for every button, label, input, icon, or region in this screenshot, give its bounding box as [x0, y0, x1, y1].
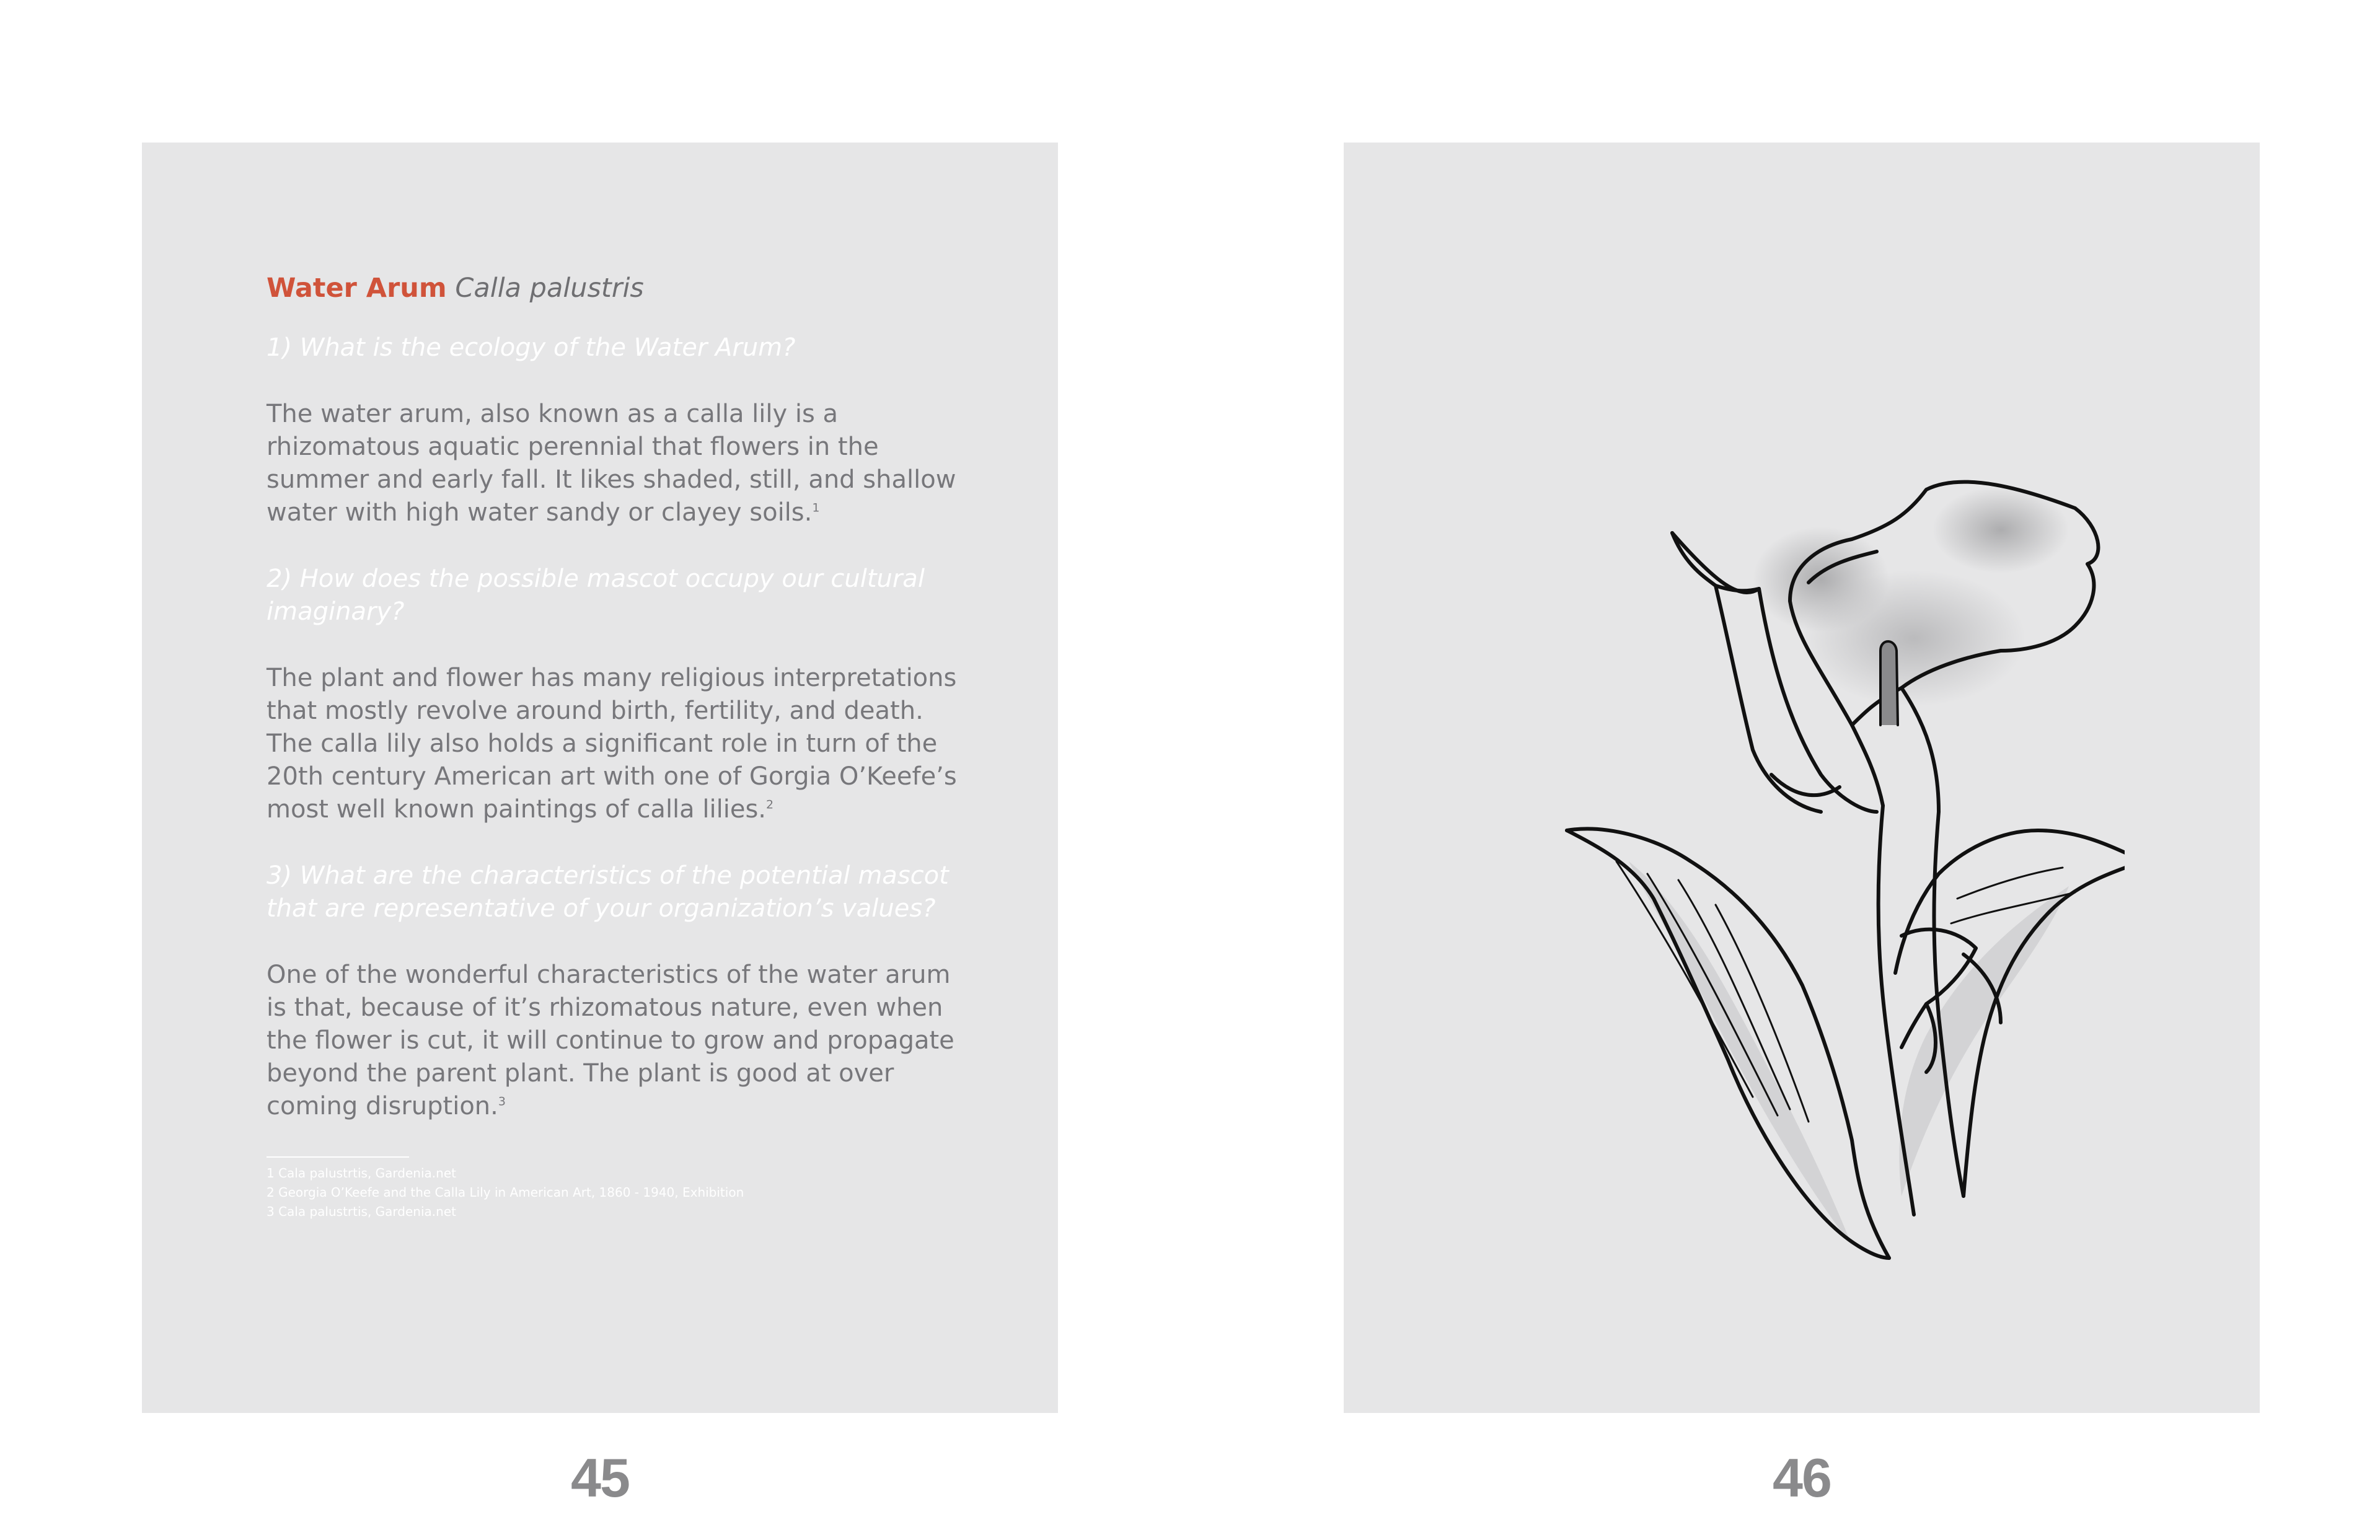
footnote-divider	[267, 1156, 409, 1158]
answer-1	[267, 398, 961, 529]
calla-lily-drawing-icon	[1530, 378, 2125, 1308]
question-2: 2) How does the possible mascot occupy our cultural imaginary?	[267, 565, 925, 626]
footnote-ref-2: 2	[766, 798, 774, 812]
question-3: 3) What are the characteristics of the potential mascot that are representative of your organization’s values?	[267, 861, 949, 923]
page-text-content	[267, 270, 961, 1221]
answer-1-text: The water arum, also known as a calla lily is a rhizomatous aquatic perennial that flowers in the summer and early fall. It likes shaded, still, and shallow water with high water sandy or clayey soils.	[267, 400, 956, 527]
answer-2-text: The plant and flower has many religious interpretations that mostly revolve around birth, fertility, and death. The calla lily also holds a significant role in turn of the 20th century American art with one of Gorgia O’Keefe’s most well known paintings of calla lilies.	[267, 664, 957, 824]
page-number-left: 45	[571, 1447, 629, 1508]
footnote-ref-3: 3	[498, 1094, 506, 1109]
left-page	[142, 143, 1058, 1413]
footnote-ref-1: 1	[812, 501, 820, 515]
answer-3-text: One of the wonderful characteristics of the water arum is that, because of it’s rhizomatous nature, even when the flower is cut, it will continue to grow and propagate beyond the parent plant. The plant is good at over coming disruption.	[267, 961, 954, 1120]
right-page	[1344, 143, 2260, 1413]
question-1: 1) What is the ecology of the Water Arum?	[267, 333, 796, 362]
page-number-right: 46	[1773, 1447, 1831, 1508]
footnote-3: 3 Cala palustrtis, Gardenia.net	[267, 1204, 456, 1219]
answer-2	[267, 662, 961, 826]
answer-3	[267, 959, 961, 1123]
scientific-name: Calla palustris	[455, 273, 644, 304]
entry-title	[267, 270, 961, 307]
footnote-1: 1 Cala palustrtis, Gardenia.net	[267, 1166, 456, 1181]
common-name: Water Arum	[267, 273, 447, 304]
footnote-2: 2 Georgia O’Keefe and the Calla Lily in American Art, 1860 - 1940, Exhibition	[267, 1185, 744, 1200]
